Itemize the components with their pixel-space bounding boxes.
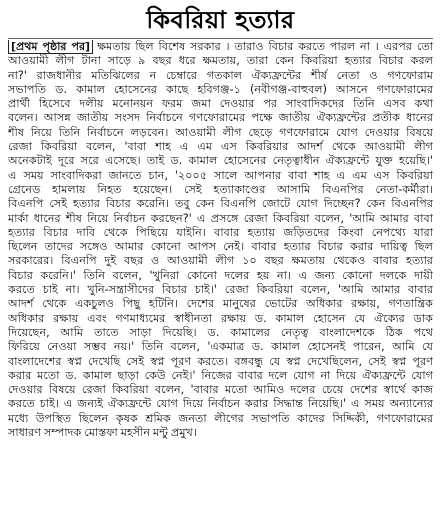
article-line: না?' রাজধানীর মতিঝিলের ন চেম্বারে গতকাল ঐক্যফ্রন্টের শীর্ষ নেতা ও গণফোরাম	[8, 68, 433, 82]
article-line: আদর্শ থেকে একচুলও পিছু হটিনি। দেশের মানুষের ভোটের অধিকার রক্ষায়, গণতান্ত্রিক	[8, 297, 433, 311]
article-line: বাংলাদেশের স্বপ্ন দেখেছি সেই স্বপ্ন পূরণ করতে। বঙ্গবন্ধু যে স্বপ্ন দেখেছিলেন, সেই স্বপ্ন পূরণ	[8, 354, 433, 368]
article-line: করার মতো ড. কামাল ছাড়া কেউ নেই।' নিজের বাবার দলে যোগ না দিয়ে ঐক্যফ্রন্টে যোগ	[8, 368, 433, 382]
article-line: বিএনপি সেই হত্যার বিচার করেনি। তবু কেন বিএনপি জোটে যোগ দিচ্ছেন? কেন বিএনপির	[8, 197, 433, 211]
article-line: সাধারণ সম্পাদক মোস্তফা মহসীন মন্টু প্রমুখ।	[8, 426, 197, 440]
article-line: করতে চাই না। খুনি-সন্ত্রাসীদের বিচার চাই।' রেজা কিবরিয়া বলেন, 'আমি আমার বাবার	[8, 283, 433, 297]
article-line: আওয়ামী লীগ টানা সাড়ে ৯ বছর ধরে ক্ষমতায়, তারা কেন কিবরিয়া হত্যার বিচার করল	[8, 54, 433, 68]
article-line: ছিলেন তাদের সঙ্গেও আমার কোনো আপস নেই। বাবার হত্যার বিচার করার দায়িত্ব ছিল	[8, 240, 433, 254]
article-line: অনেকটাই দূরে সরে এসেছে। তাই ড. কামাল হোসেনের নেতৃত্বাধীন ঐক্যফ্রন্টে যুক্ত হয়েছি।'	[8, 154, 433, 168]
article-line: বিচার করেনি।' তিনি বলেন, 'খুনিরা কোনো দলের হয় না। এ জন্য কোনো দলকে দায়ী	[8, 268, 433, 282]
continuation-tag: [প্রথম পৃষ্ঠার পর]	[8, 40, 93, 54]
article-line: সরকারের। বিএনপি দুই বছর ও আওয়ামী লীগ ১০ বছর ক্ষমতায় থেকেও বাবার হত্যার	[8, 254, 433, 268]
article-line: হত্যার বিচার দাবি থেকে পিছিয়ে যাইনি। বাবার হত্যায় জড়িতদের কিংবা নেপথ্যে যারা	[8, 225, 433, 239]
article-line: দিয়েছেন, আমি তাতে সাড়া দিয়েছি। ড. কামালের নেতৃত্ব বাংলাদেশকে ঠিক পথে	[8, 325, 433, 339]
article-line: অধিকার রক্ষায় এবং গণমাধ্যমের স্বাধীনতা রক্ষায় ড. কামাল হোসেন যে ঐক্যের ডাক	[8, 311, 433, 325]
article-line: সভাপতি ড. কামাল হোসেনের কাছে হবিগঞ্জ-১ (নবীগঞ্জ-বাহুবল) আসনে গণফোরামের	[8, 82, 433, 96]
headline: কিবরিয়া হত্যার	[146, 5, 295, 34]
article-line: রেজা কিবরিয়া বলেন, 'বাবা শাহ এ এম এস কিবরিয়ার আদর্শ থেকে আওয়ামী লীগ	[8, 140, 433, 154]
article-line: শীষ নিয়ে তিনি নির্বাচনে লড়বেন। আওয়ামী লীগ ছেড়ে গণফোরামে যোগ দেওয়ার বিষয়ে	[8, 125, 433, 139]
headline-divider	[8, 38, 433, 39]
article-line: মার্কা ধানের শীষ নিয়ে নির্বাচন করছেন?' এ প্রসঙ্গে রেজা কিবরিয়া বলেন, 'আমি আমার বাবা	[8, 211, 433, 225]
article-line: মধ্যে উপস্থিত ছিলেন কৃষক শ্রমিক জনতা লীগের সভাপতি কাদের সিদ্দিকী, গণফোরামের	[8, 411, 433, 425]
article-line: ফিরিয়ে নেওয়া সম্ভব নয়।' তিনি বলেন, 'একমাত্র ড. কামাল হোসেনই পারেন, আমি যে	[8, 340, 433, 354]
article-line: গ্রেনেড হামলায় নিহত হয়েছেন। সেই হত্যাকাণ্ডের আসামি বিএনপির নেতা-কর্মীরা।	[8, 182, 433, 196]
article-line: বলেন। আসন্ন জাতীয় সংসদ নির্বাচনে গণফোরামের পক্ষে জাতীয় ঐক্যফ্রন্টের প্রতীক ধানের	[8, 111, 433, 125]
article-line: দেওয়ার বিষয়ে রেজা কিবরিয়া বলেন, 'বাবার মতো আমিও দলের চেয়ে দেশের স্বার্থে কাজ	[8, 383, 433, 397]
article-line: করতে চাই। এ জন্যই ঐক্যফ্রন্টে যোগ দিয়ে নির্বাচন করার সিদ্ধান্ত নিয়েছি।' এ সময় অন্যান্যের	[8, 397, 433, 411]
article-line: [প্রথম পৃষ্ঠার পর] ক্ষমতায় ছিল বিশেষ সরকার । তারাও বিচার করতে পারল না । এরপর তো	[8, 40, 433, 54]
article-line: এ সময় সাংবাদিকরা জানতে চান, '২০০৫ সালে আপনার বাবা শাহ এ এম এস কিবরিয়া	[8, 168, 433, 182]
article-line: প্রার্থী হিসেবে দলীয় মনোনয়ন ফরম জমা দেওয়ার পর সাংবাদিকদের তিনি এসব কথা	[8, 97, 433, 111]
article-body	[8, 40, 433, 516]
